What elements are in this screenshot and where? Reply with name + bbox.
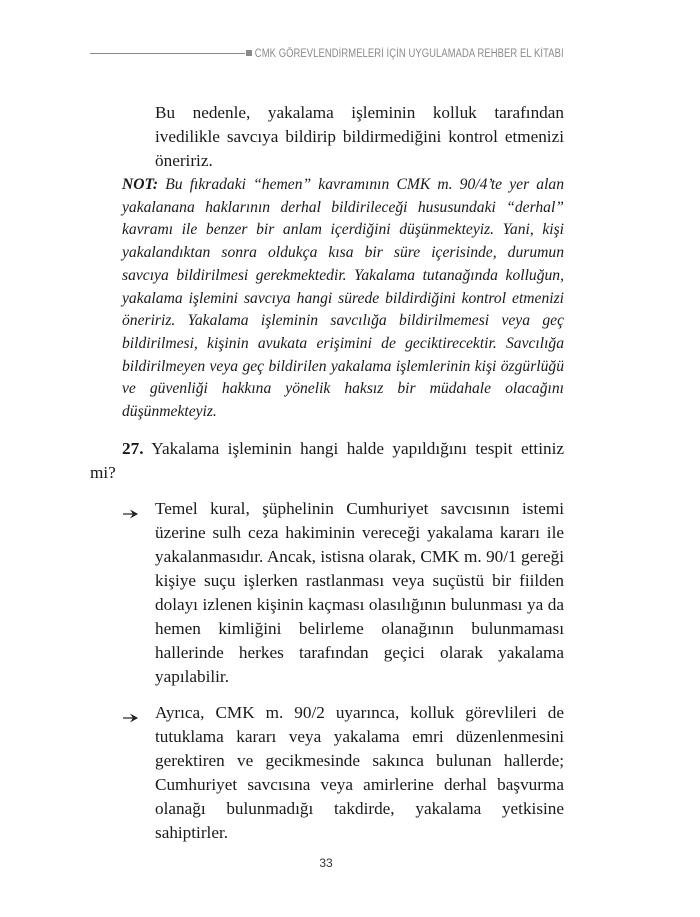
running-head-rule bbox=[90, 53, 245, 54]
question-number: 27. bbox=[122, 439, 144, 458]
running-head-square-icon bbox=[246, 50, 252, 56]
bullet-item bbox=[122, 497, 564, 689]
note-label: NOT: bbox=[122, 176, 159, 193]
intro-paragraph: Bu nedenle, yakalama işleminin kolluk tarafından ivedilikle savcıya bildirip bildirmediğini kontrol etmenizi öneririz. bbox=[155, 103, 564, 171]
bullet-text: Temel kural, şüphelinin Cumhuriyet savcısının istemi üzerine sulh ceza hakiminin vereceği yakalama kararı ile yakalanmasıdır. Ancak, istisna olarak, CMK m. 90/1 gereği kişiye suçu işlerken rastlanması veya suçüstü bir fiilden dolayı izlenen kişinin kaçması olasılığının bulunması ya da hemen kimliğini belirleme olanağının bulunmaması hallerinde herkes tarafından geçici olarak yakalama yapılabilir. bbox=[155, 499, 564, 686]
bullet-item bbox=[122, 701, 564, 845]
answer-bullet-list bbox=[122, 497, 564, 857]
question-27 bbox=[90, 437, 564, 485]
running-head-title: CMK GÖREVLENDİRMELERİ İÇİN UYGULAMADA REHBER EL KİTABI bbox=[255, 48, 564, 60]
arrow-bullet-icon bbox=[122, 503, 140, 515]
bullet-text: Ayrıca, CMK m. 90/2 uyarınca, kolluk görevlileri de tutuklama kararı veya yakalama emri düzenlenmesini gerektiren ve gecikmesinde sakınca bulunan hallerde; Cumhuriyet savcısına veya amirlerine derhal başvurma olanağı bulunmadığı takdirde, yakalama yetkisine sahiptirler. bbox=[155, 703, 564, 842]
arrow-bullet-icon bbox=[122, 707, 140, 719]
note-text: Bu fıkradaki “hemen” kavramının CMK m. 90/4’te yer alan yakalanana haklarının derhal bildirileceği hususundaki “derhal” kavramı ile benzer bir anlam içerdiğini düşünmekteyiz. Yani, kişi yakalandıktan sonra oldukça kısa bir süre içerisinde, durumun savcıya bildirilmesi gerekmektedir. Yakalama tutanağında kolluğun, yakalama işlemini savcıya hangi sürede bildirdiğini kontrol etmenizi öneririz. Yakalama işleminin savcılığa bildirilmemesi veya geç bildirilmesi, kişinin avukata erişimini de geciktirecektir. Savcılığa bildirilmeyen veya geç bildirilen yakalama işlemlerinin kişi özgürlüğü ve güvenliği hakkına yönelik haksız bir müdahale olacağını düşünmekteyiz. bbox=[122, 176, 564, 421]
question-text: Yakalama işleminin hangi halde yapıldığını tespit ettiniz mi? bbox=[90, 439, 564, 482]
note-paragraph bbox=[122, 174, 564, 424]
page-number: 33 bbox=[319, 856, 333, 870]
running-head bbox=[90, 45, 564, 63]
